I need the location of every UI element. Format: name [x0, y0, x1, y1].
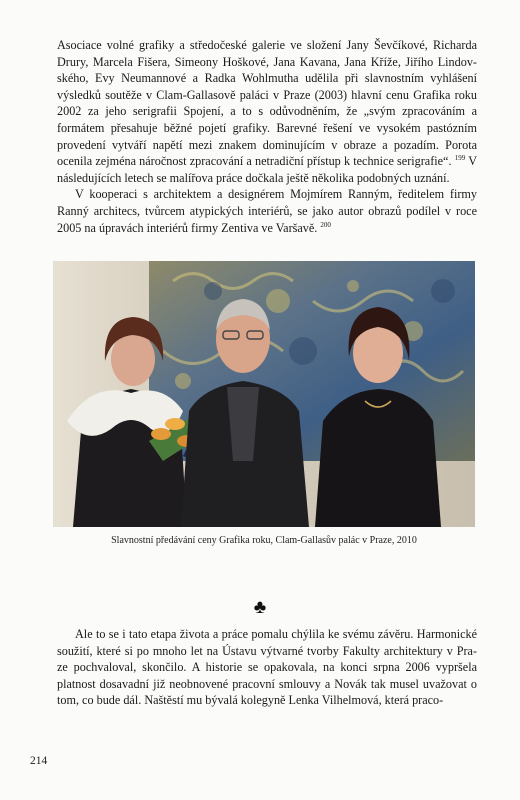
text-line: provedení vytváří napětí mezi znakem dominujícím v obraze a pozadím. Porota	[57, 137, 477, 152]
text-line: ocenila zejména náročnost zpracování a netradiční přístup k technice serigrafie“.	[57, 154, 452, 169]
footnote-ref-200[interactable]: 200	[320, 220, 331, 229]
body-text-bottom	[57, 626, 477, 709]
text-line: Ranný architecs, tvůrcem atypických interiérů, se jako autor obrazů podílel v roce	[57, 203, 477, 218]
photo-caption: Slavnostní předávání ceny Grafika roku, Clam-Gallasův palác v Praze, 2010	[111, 535, 417, 546]
paragraph-ending	[57, 626, 477, 709]
body-text-top	[57, 37, 477, 236]
text-line: roku 2002 za jeho serigrafii Spojení, a to s odůvodněním, že „svým zpracováním	[57, 87, 477, 119]
award-ceremony-photo	[53, 261, 475, 527]
club-ornament-icon: ♣	[253, 597, 267, 618]
text-line: platnost dosavadní již neobnovené pracovní smlouvy a Novák tak musel uvažovat	[57, 676, 467, 691]
paragraph-award	[57, 37, 477, 186]
text-line: 2005 na úpravách interiérů firmy Zentiva ve Varšavě.	[57, 220, 318, 235]
text-line: ze pochvaloval, skončilo. A historie se opakovala, na konci srpna 2006 vypršela	[57, 660, 477, 675]
text-line: V kooperaci s architektem a designérem Mojmírem Ranným, ředitelem firmy	[75, 187, 477, 202]
text-line: o tom, co bude dál. Naštěstí mu bývalá kolegyně Lenka Vilhelmová, která praco-	[57, 676, 477, 708]
text-line: Ale to se i tato etapa života a práce pomalu chýlila ke svému závěru. Harmonické	[75, 627, 477, 641]
text-line: a formátem přesahuje běžné pojetí grafiky. Barevné řešení ve vysokém pastózním	[57, 104, 478, 135]
text-line: V následujících letech se malířova práce dočkala ještě několika podobných uznání.	[57, 154, 478, 185]
text-line: ského, Evy Neumannové a Radka Wohlmutha udělila při slavnostním vyhlášení	[57, 71, 477, 86]
page-number: 214	[30, 755, 48, 767]
text-line: Drury, Marcela Fišera, Simeony Hoškové, Jana Kavana, Jana Kříže, Jiřího Lindov-	[57, 54, 477, 69]
text-line: Asociace volné grafiky a středočeské galerie ve složení Jany Ševčíkové, Richarda	[57, 38, 477, 52]
paragraph-cooperation	[57, 186, 477, 236]
footnote-ref-199[interactable]: 199	[454, 154, 466, 163]
text-line: výsledků soutěže v Clam-Gallasově paláci v Praze (2003) hlavní cenu Grafika	[57, 87, 451, 102]
text-line: soužití, které si po mnoho let na Ústavu výtvarné tvorby Fakulty architektury v Pra-	[57, 643, 477, 658]
